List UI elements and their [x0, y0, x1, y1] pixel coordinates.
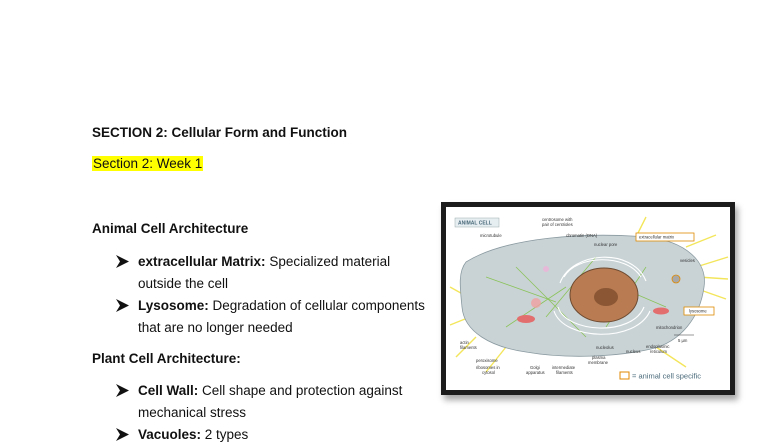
label-golgi: Golgi [530, 365, 540, 370]
legend-swatch [620, 372, 629, 379]
term: Lysosome: [138, 298, 209, 313]
label-intermediate: intermediate [552, 365, 576, 370]
plant-item-cellwall [116, 380, 426, 424]
label-mitochondrion: mitochondrion [656, 325, 683, 330]
plant-heading: Plant Cell Architecture: [92, 351, 241, 366]
legend-text: = animal cell specific [632, 371, 701, 381]
label-ribosomes: ribosomes in [476, 365, 500, 370]
desc: Cell shape and protection against mechanical stress [138, 383, 403, 420]
animal-item-ecm [116, 251, 426, 295]
term: extracellular Matrix: [138, 254, 266, 269]
mitochondrion [517, 315, 535, 323]
label-peroxisome: peroxisome [476, 358, 498, 363]
label-microtubule: microtubule [480, 233, 502, 238]
label-centrosome: centrosome with [542, 217, 573, 222]
lysosome [672, 275, 680, 283]
label-lysosome: lysosome [689, 308, 707, 314]
label-plasma: plasma [592, 355, 606, 360]
term: Cell Wall: [138, 383, 199, 398]
desc: Specialized material outside the cell [138, 254, 391, 291]
desc: Degradation of cellular components that are no longer needed [138, 298, 425, 335]
label-actin: actin [460, 340, 469, 345]
label-plasma-2: membrane [588, 360, 609, 365]
label-nucleolus: nucleolus [596, 345, 614, 350]
nucleolus [594, 288, 618, 306]
label-vesicles: vesicles [680, 258, 695, 263]
arrow-bullet-icon [116, 299, 129, 312]
arrow-bullet-icon [116, 384, 129, 397]
animal-item-lysosome [116, 295, 426, 339]
label-intermediate-2: filaments [556, 370, 573, 375]
vesicle [543, 266, 549, 272]
figure-title: ANIMAL CELL [458, 220, 492, 227]
week-subtitle: Section 2: Week 1 [93, 156, 203, 171]
label-nucleus: nucleus [626, 349, 641, 354]
desc: 2 types [201, 427, 249, 442]
animal-cell-diagram [446, 207, 730, 390]
label-er: endoplasmic [646, 344, 670, 349]
label-er-2: reticulum [650, 349, 667, 354]
label-ribosomes-2: cytosol [482, 370, 496, 375]
label-scale: 5 µm [678, 338, 688, 343]
label-actin-2: filaments [460, 345, 477, 350]
label-ecm: extracellular matrix [639, 234, 675, 240]
mitochondrion [653, 308, 669, 315]
label-chromatin: chromatin (DNA) [566, 233, 598, 238]
animal-cell-figure [446, 207, 730, 390]
label-centrosome-2: pair of centrioles [542, 222, 573, 227]
arrow-bullet-icon [116, 428, 129, 441]
term: Vacuoles: [138, 427, 202, 442]
animal-heading: Animal Cell Architecture [92, 221, 249, 236]
centrosome [531, 298, 541, 308]
section-title: SECTION 2: Cellular Form and Function [92, 125, 348, 140]
label-nuclear-pore: nuclear pore [594, 242, 618, 247]
arrow-bullet-icon [116, 255, 129, 268]
plant-item-vacuoles [116, 424, 426, 446]
label-golgi-2: apparatus [526, 370, 545, 375]
